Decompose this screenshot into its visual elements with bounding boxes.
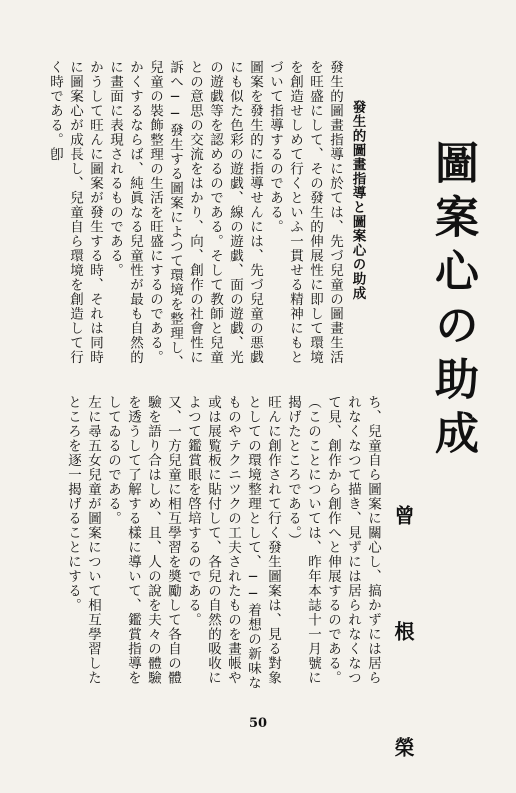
author-name: 曾 根 榮 [391,505,415,793]
body-text-bottom [65,395,383,695]
paragraph: 發生的圖畫指導に於ては、先づ兒童の圖畫生活を旺盛にして、その發生的伸展性に即して環境を創造せしめて行くといふ一貫せる精神にもとづいて指導するのである。 [267,60,343,365]
paragraph: 旺んに創作されて行く發生圖案は、見る對象としての環境整理として、──着想の新味なものやテクニツクの工夫されたものを畫帳や或は展覧板に貼付して、各兒の自然的吸收によつて鑑賞眼を啓培するのである。 [185,395,281,690]
body-text-top [40,60,345,378]
paragraph: 左に尋五女兒童が圖案について相互學習したところを逐一揭げることにする。 [65,395,101,685]
page-number: 50 [248,716,268,731]
paragraph: かうして旺んに圖案が發生する時、それは同時に圖案心が成長し、兒童自ら環境を創造して行く時である。卽 [47,60,103,365]
paragraph: （このことについては、昨年本誌十一月號に揭げたところである。） [285,395,321,685]
paragraph: 又、一方兒童に相互學習を奬勵して各自の體驗を語り合はしめ、且、人の說を夫々の體驗を透うして了解する樣に導いて、鑑賞指導をしてゐるのである。 [105,395,181,685]
paragraph: 圖案を發生的に指導せんには、先づ兒童の悪戯にも似た色彩の遊戯、線の遊戯、面の遊戯、光の遊戯等を認めるのである。そして教師と兒童との意思の交流をはかり、向、創作の社會性に訴へ──發生する圖案によつて環境を整理し、兒童の裝飾整理の生活を旺盛にするのである。かくするならば、純眞なる兒童性が最も自然的に畫面に表現されるものである。 [107,60,263,370]
section-subtitle: 發生的圖畫指導と圖案心の助成 [349,100,366,301]
paragraph: ち、兒童自ら圖案に關心し、搞かずには居られなくなつて描き、見ずには居られなくなつて見、創作から創作へと伸展するのである。 [325,395,381,685]
article-title: 圖案心の助成 [427,140,478,464]
